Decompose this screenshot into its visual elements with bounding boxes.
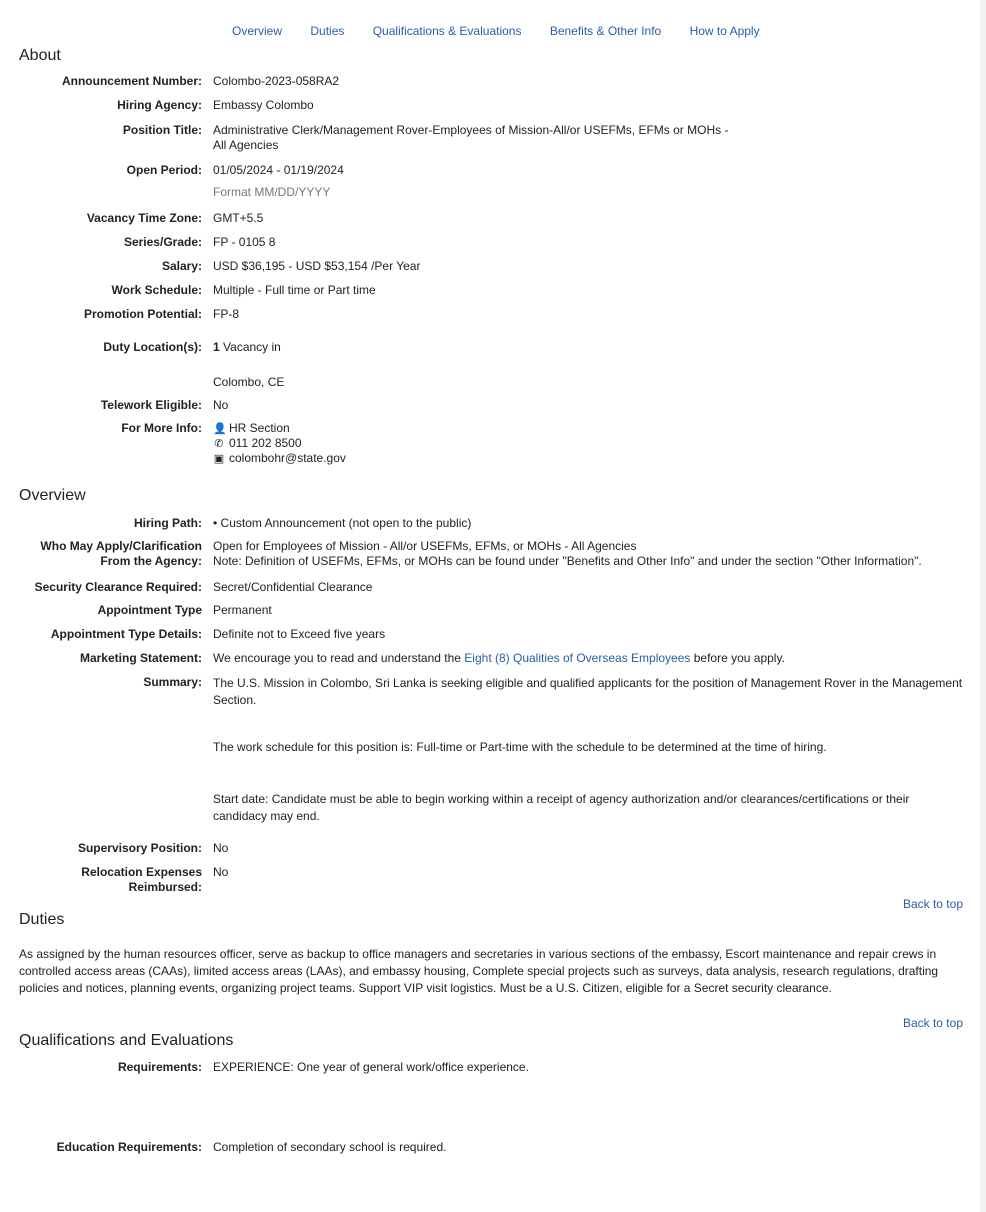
security-clearance-label: Security Clearance Required: [34,580,202,594]
open-period-dates: 01/05/2024 - 01/19/2024 [213,163,344,177]
position-title-value [213,123,965,153]
education-label: Education Requirements: [56,1140,202,1154]
requirements-value: EXPERIENCE: One year of general work/office experience. [213,1060,529,1074]
more-info-label: For More Info: [121,421,202,435]
position-title-line1: Administrative Clerk/Management Rover-Employees of Mission-All/or USEFMs, EFMs or MOHs - [213,123,729,137]
appointment-type-label: Appointment Type [97,603,202,617]
who-may-apply-value [213,539,965,569]
nav-qualifications[interactable]: Qualifications & Evaluations [372,24,522,38]
nav-how-to-apply[interactable]: How to Apply [689,24,760,38]
relocation-label-line2: Reimbursed: [128,880,202,894]
vacancy-suffix: Vacancy in [223,340,281,354]
contact-email[interactable]: colombohr@state.gov [229,451,346,465]
telework-value: No [213,398,229,412]
scrollbar-track[interactable] [980,0,986,1212]
announcement-number-label: Announcement Number: [61,74,202,88]
hiring-agency-value: Embassy Colombo [213,98,314,112]
overview-heading: Overview [19,487,86,504]
supervisory-value: No [213,841,229,855]
salary-label: Salary: [161,259,202,273]
education-value: Completion of secondary school is required. [213,1140,447,1154]
contact-email-line [213,451,965,466]
appointment-type-value: Permanent [213,603,272,617]
open-period-value [213,163,965,200]
qualifications-heading: Qualifications and Evaluations [19,1032,234,1049]
marketing-label: Marketing Statement: [79,651,202,665]
summary-paragraph-1: The U.S. Mission in Colombo, Sri Lanka is seeking eligible and qualified applicants for the position of Management Rover in the Management Section. [213,676,963,707]
telework-label: Telework Eligible: [100,398,202,412]
person-icon: 👤 [213,423,227,435]
summary-paragraph-2: The work schedule for this position is: Full-time or Part-time with the schedule to be determined at the time of hiring. [213,740,827,754]
contact-phone: 011 202 8500 [229,436,302,450]
duty-location-value [213,340,965,390]
open-period-format: Format MM/DD/YYYY [213,185,331,199]
relocation-label [19,865,202,895]
security-clearance-value: Secret/Confidential Clearance [213,580,373,594]
salary-value: USD $36,195 - USD $53,154 /Per Year [213,259,421,273]
section-nav [232,24,785,40]
requirements-label: Requirements: [117,1060,202,1074]
summary-value [213,675,965,825]
work-schedule-label: Work Schedule: [111,283,202,297]
summary-label: Summary: [143,675,202,689]
series-grade-label: Series/Grade: [123,235,202,249]
marketing-prefix: We encourage you to read and understand the [213,651,465,665]
position-title-line2: All Agencies [213,138,279,152]
back-to-top-link-1[interactable]: Back to top [902,897,963,911]
who-may-apply-line2: Note: Definition of USEFMs, EFMs, or MOHs can be found under "Benefits and Other Info" and under the section "Other Information". [213,554,922,568]
duties-text: As assigned by the human resources officer, serve as backup to office managers and secretaries in various sections of the embassy, Escort maintenance and repair crews in controlled access areas (CAAs), limited access areas (LAAs), and embassy housing, Complete special projects such as surveys, data analysis, research regulations, drafting policies and notices, planning events, organizing project teams. Support VIP visit logistics. Must be a U.S. Citizen, eligible for a Secret security clearance. [19,947,939,995]
duty-location-vacancy [213,340,965,355]
nav-duties[interactable]: Duties [310,24,345,38]
more-info-value [213,421,965,466]
marketing-suffix: before you apply. [690,651,785,665]
who-may-apply-label-line1: Who May Apply/Clarification [40,539,202,553]
who-may-apply-line1: Open for Employees of Mission - All/or USEFMs, EFMs, or MOHs - All Agencies [213,539,637,553]
appointment-details-label: Appointment Type Details: [50,627,202,641]
contact-name: HR Section [229,421,290,435]
open-period-label: Open Period: [126,163,202,177]
hiring-path-label: Hiring Path: [134,516,202,530]
contact-name-line [213,421,965,436]
nav-benefits[interactable]: Benefits & Other Info [549,24,662,38]
promotion-potential-value: FP-8 [213,307,240,321]
id-card-icon: ▣ [213,453,225,465]
hiring-path-value: • Custom Announcement (not open to the public) [213,516,472,530]
series-grade-value: FP - 0105 8 [213,235,276,249]
duty-location-label: Duty Location(s): [103,340,202,354]
back-to-top-link-2[interactable]: Back to top [902,1016,963,1030]
phone-icon: ✆ [214,438,224,450]
vacancy-time-zone-label: Vacancy Time Zone: [86,211,202,225]
work-schedule-value: Multiple - Full time or Part time [213,283,376,297]
eight-qualities-link[interactable]: Eight (8) Qualities of Overseas Employees [464,651,691,665]
relocation-label-line1: Relocation Expenses [81,865,202,879]
hiring-agency-label: Hiring Agency: [117,98,202,112]
duty-location-city: Colombo, CE [213,375,285,389]
supervisory-label: Supervisory Position: [77,841,202,855]
who-may-apply-label-line2: From the Agency: [100,554,202,568]
duties-heading: Duties [19,911,65,928]
appointment-details-value: Definite not to Exceed five years [213,627,386,641]
position-title-label: Position Title: [122,123,202,137]
announcement-number-value: Colombo-2023-058RA2 [213,74,340,88]
promotion-potential-label: Promotion Potential: [84,307,202,321]
nav-overview[interactable]: Overview [232,24,283,38]
about-heading: About [19,47,61,64]
vacancy-count: 1 [213,340,220,354]
who-may-apply-label [19,539,202,569]
contact-phone-line [213,436,965,451]
summary-paragraph-3: Start date: Candidate must be able to begin working within a receipt of agency authorization and/or clearances/certifications or their candidacy may end. [213,792,910,823]
marketing-value [213,651,965,666]
vacancy-time-zone-value: GMT+5.5 [213,211,264,225]
relocation-value: No [213,865,229,879]
